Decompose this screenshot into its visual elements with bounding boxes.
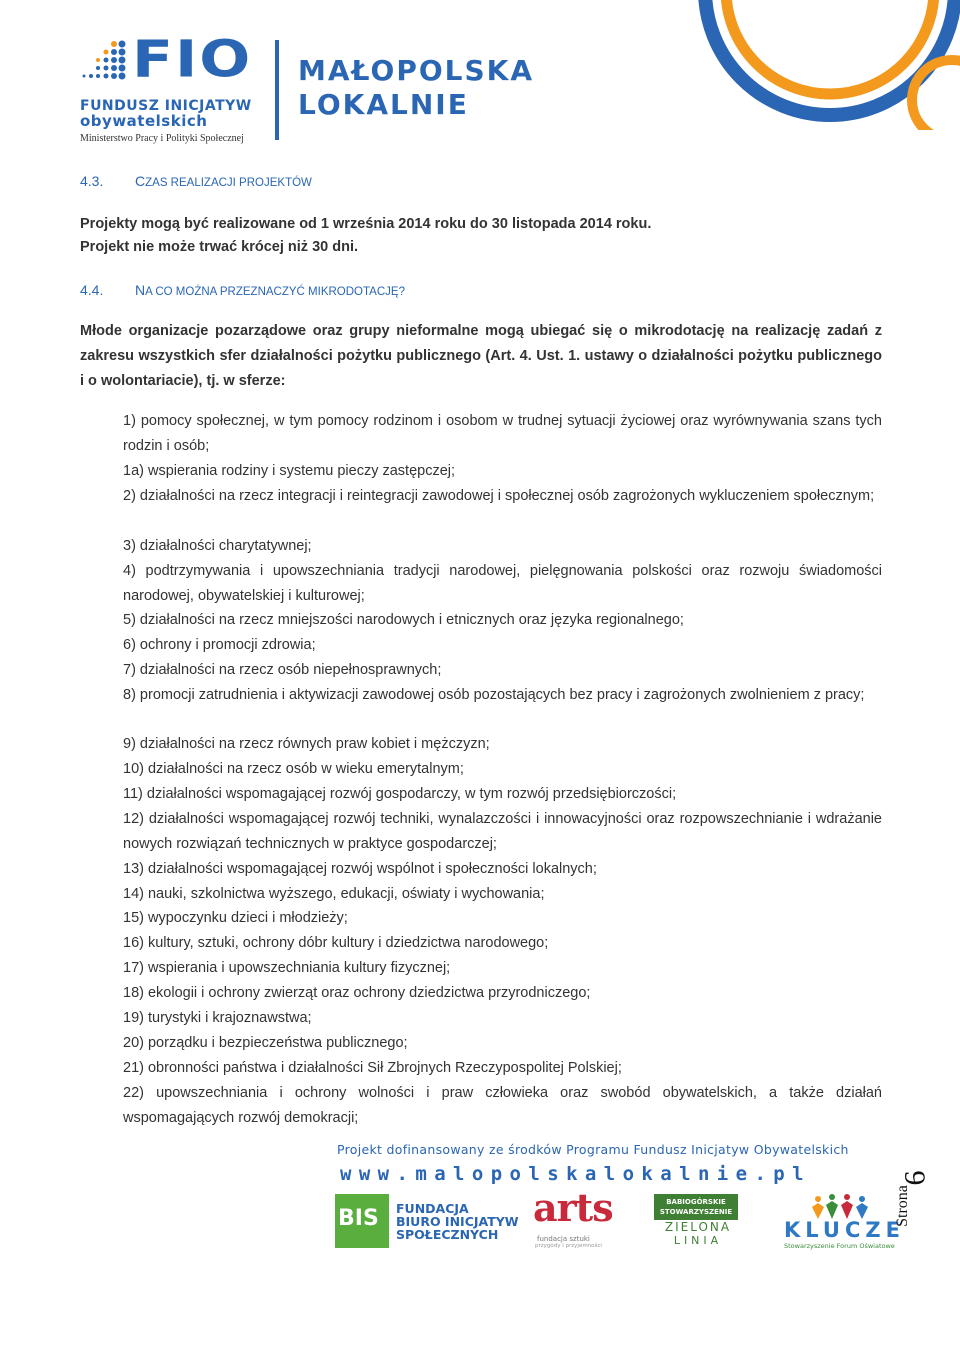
fundacja-line: BIURO INICJATYW [396,1214,519,1229]
list-item: 16) kultury, sztuki, ochrony dóbr kultury i dziedzictwa narodowego; [123,935,549,951]
fio-dots-icon [80,40,128,85]
malopolska-logo: MAŁOPOLSKA [298,54,535,87]
section-initial: N [135,282,146,298]
bis-logo-text: BIS [338,1206,379,1231]
section-number: 4.4. [80,282,104,298]
list-item: 19) turystyki i krajoznawstwa; [123,1010,312,1026]
lokalnie-logo: LOKALNIE [298,88,469,121]
list-item: 12) działalności wspomagającej rozwój techniki, wynalazczości i innowacyjności oraz rozpowszechnianie i wdrażanie nowych rozwiązań technicznych w praktyce gospodarczej; [123,811,882,852]
zielona-text: ZIELONA [664,1220,732,1234]
section-heading-4-4 [80,282,405,298]
decorative-circles [690,0,960,130]
page-number: 6 [898,1170,932,1186]
list-item: 18) ekologii i ochrony zwierząt oraz ochrony dziedzictwa przyrodniczego; [123,985,591,1001]
arts-subtitle-2: przygody i przyjemności [535,1243,602,1249]
fio-line2: obywatelskich [80,112,208,130]
list-item: 20) porządku i bezpieczeństwa publicznego; [123,1035,408,1051]
list-item: 2) działalności na rzecz integracji i reintegracji zawodowej i społecznej osób zagrożonych wykluczeniem społecznym; [123,488,875,504]
paragraph-line: Projekt nie może trwać krócej niż 30 dni. [80,239,359,255]
section-heading-4-3 [80,173,312,189]
klucze-logo: KLUCZE [784,1218,905,1242]
list-item: 8) promocji zatrudnienia i aktywizacji zawodowej osób pozostających bez pracy i zagrożonych zwolnieniem z pracy; [123,687,865,703]
section-title: ZAS REALIZACJI PROJEKTÓW [145,177,312,189]
list-item: 17) wspierania i upowszechniania kultury fizycznej; [123,960,451,976]
list-item: 7) działalności na rzecz osób niepełnosprawnych; [123,662,442,678]
klucze-figures-icon [810,1193,870,1221]
list-item: 1a) wspierania rodziny i systemu pieczy zastępczej; [123,463,456,479]
section-number: 4.3. [80,173,104,189]
paragraph-line: Projekty mogą być realizowane od 1 września 2014 roku do 30 listopada 2014 roku. [80,216,652,232]
fio-line1: FUNDUSZ INICJATYW [80,98,252,114]
fio-ministry: Ministerstwo Pracy i Polityki Społecznej [80,133,244,144]
list-item: 11) działalności wspomagającej rozwój gospodarczy, w tym rozwój przedsiębiorczości; [123,786,677,802]
klucze-subtitle: Stowarzyszenie Forum Oświatowe [784,1242,895,1250]
list-item: 1) pomocy społecznej, w tym pomocy rodzinom i osobom w trudnej sytuacji życiowej oraz wyrównywania szans tych rodzin i osób; [123,413,882,454]
babia-line1: BABIOGÓRSKIE [666,1198,726,1206]
page-number-block [893,1165,952,1245]
footer-project-line: Projekt dofinansowany ze środków Programu Fundusz Inicjatyw Obywatelskich [337,1142,849,1157]
list-item: 13) działalności wspomagającej rozwój wspólnot i społeczności lokalnych; [123,861,597,877]
section-title: A CO MOŻNA PRZEZNACZYĆ MIKRODOTACJĘ? [145,286,405,298]
list-item: 22) upowszechniania i ochrony wolności i praw człowieka oraz swobód obywatelskich, a także działań wspomagających rozwój demokracji; [123,1085,882,1126]
list-item: 6) ochrony i promocji zdrowia; [123,637,316,653]
list-item: 3) działalności charytatywnej; [123,538,312,554]
list-item: 14) nauki, szkolnictwa wyższego, edukacji, oświaty i wychowania; [123,886,545,902]
list-item: 10) działalności na rzecz osób w wieku emerytalnym; [123,761,464,777]
babia-line2: STOWARZYSZENIE [659,1208,733,1216]
footer-url[interactable]: www.malopolskalokalnie.pl [340,1163,811,1185]
list-item: 9) działalności na rzecz równych praw kobiet i mężczyzn; [123,736,490,752]
arts-subtitle: fundacja sztuki [537,1235,590,1243]
list-item: 15) wypoczynku dzieci i młodzieży; [123,910,348,926]
linia-text: LINIA [673,1234,723,1247]
fundacja-line: SPOŁECZNYCH [396,1227,499,1242]
header-divider [275,40,279,140]
arts-logo: arts [533,1185,613,1230]
fio-logo-text: FIO [132,29,253,90]
list-item: 21) obronności państwa i działalności Sił Zbrojnych Rzeczypospolitej Polskiej; [123,1060,622,1076]
list-item: 4) podtrzymywania i upowszechniania tradycji narodowej, pielęgnowania polskości oraz rozwoju świadomości narodowej, obywatelskiej i kulturowej; [123,563,882,604]
fundacja-line: FUNDACJA [396,1201,469,1216]
intro-paragraph: Młode organizacje pozarządowe oraz grupy nieformalne mogą ubiegać się o mikrodotację na realizację zadań z zakresu wszystkich sfer działalności pożytku publicznego (Art. 4. Ust. 1. ustawy o działalności pożytku publicznego i o wolontariacie), tj. w sferze: [80,323,882,389]
page-label: Strona [893,1185,911,1227]
list-item: 5) działalności na rzecz mniejszości narodowych i etnicznych oraz języka regionalnego; [123,612,684,628]
section-initial: C [135,173,146,189]
